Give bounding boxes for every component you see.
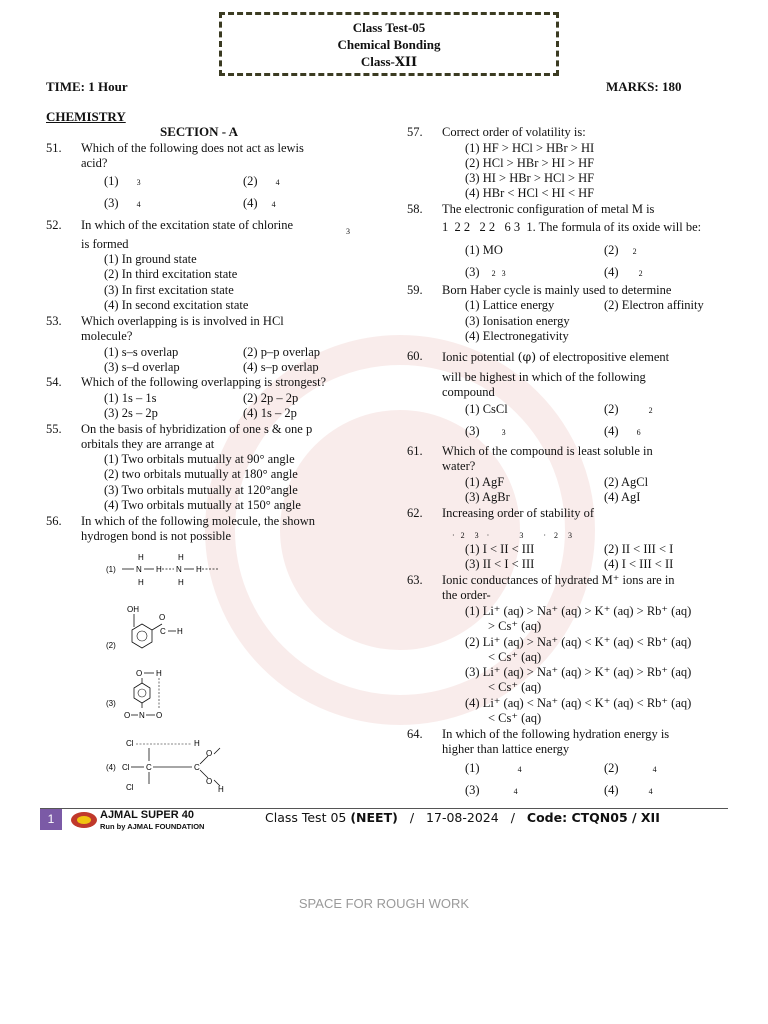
svg-text:OH: OH bbox=[127, 605, 139, 614]
svg-text:O: O bbox=[136, 669, 143, 678]
page-number: 1 bbox=[40, 809, 62, 830]
svg-text:H: H bbox=[177, 627, 183, 636]
svg-text:O: O bbox=[156, 711, 163, 720]
structure-2-diagram bbox=[104, 600, 194, 660]
svg-text:C: C bbox=[160, 627, 166, 636]
svg-text:N: N bbox=[176, 565, 182, 574]
header-title: Class Test-05 bbox=[352, 20, 426, 35]
svg-text:O: O bbox=[206, 777, 213, 786]
structure-4-diagram bbox=[104, 734, 234, 794]
svg-text:O: O bbox=[206, 749, 213, 758]
svg-text:H: H bbox=[138, 553, 144, 562]
svg-text:H: H bbox=[196, 565, 202, 574]
header-class: Class-XII bbox=[360, 54, 418, 70]
svg-text:(4): (4) bbox=[106, 763, 116, 772]
svg-text:H: H bbox=[178, 553, 184, 562]
svg-text:(2): (2) bbox=[106, 641, 116, 650]
footer-test-info: Class Test 05 (NEET) / 17-08-2024 / Code: CTQN05 / XII bbox=[265, 810, 660, 825]
section-heading: SECTION - A bbox=[160, 124, 239, 139]
svg-text:N: N bbox=[136, 565, 142, 574]
svg-text:H: H bbox=[194, 739, 200, 748]
time-label: TIME: 1 Hour bbox=[46, 79, 128, 94]
svg-text:H: H bbox=[218, 785, 224, 794]
marks-label: MARKS: 180 bbox=[606, 79, 682, 94]
svg-text:N: N bbox=[139, 711, 145, 720]
svg-text:C: C bbox=[194, 763, 200, 772]
structure-3-diagram bbox=[104, 668, 194, 728]
brand-subtitle: Run by AJMAL FOUNDATION bbox=[100, 822, 205, 831]
svg-text:H: H bbox=[156, 565, 162, 574]
svg-text:(1): (1) bbox=[106, 565, 116, 574]
svg-text:O: O bbox=[159, 613, 166, 622]
svg-text:Cl: Cl bbox=[126, 783, 134, 792]
svg-text:(3): (3) bbox=[106, 699, 116, 708]
brand-name: AJMAL SUPER 40 bbox=[100, 809, 194, 821]
structure-1-diagram bbox=[104, 550, 224, 590]
brand-logo-icon bbox=[70, 811, 98, 829]
svg-text:Cl: Cl bbox=[126, 739, 134, 748]
subject-heading: CHEMISTRY bbox=[46, 109, 126, 124]
svg-text:C: C bbox=[146, 763, 152, 772]
svg-text:H: H bbox=[178, 578, 184, 587]
svg-text:H: H bbox=[138, 578, 144, 587]
svg-text:O: O bbox=[124, 711, 131, 720]
header-subject: Chemical Bonding bbox=[337, 37, 441, 52]
rough-work-label: SPACE FOR ROUGH WORK bbox=[298, 896, 470, 911]
svg-text:Cl: Cl bbox=[122, 763, 130, 772]
svg-text:H: H bbox=[156, 669, 162, 678]
